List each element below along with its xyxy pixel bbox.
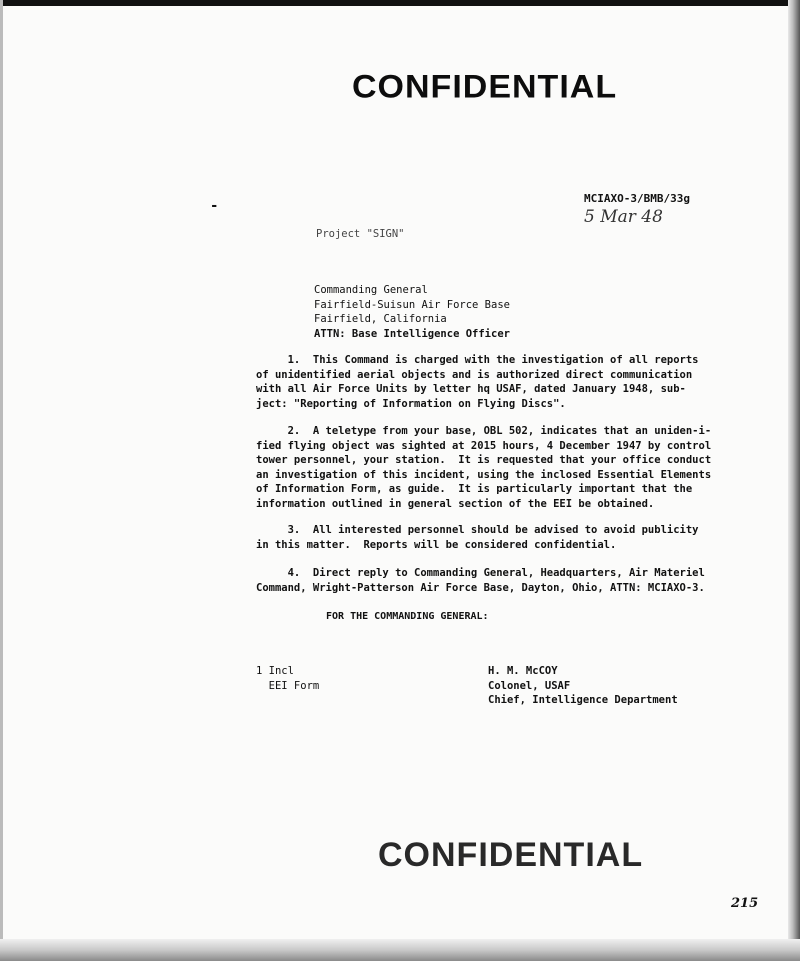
addressee-block	[314, 283, 510, 341]
confidential-stamp-bottom: CONFIDENTIAL	[378, 836, 644, 874]
addressee-line: Commanding General	[314, 284, 428, 296]
addressee-line: Fairfield, California	[314, 313, 447, 325]
enclosure-line: EEI Form	[256, 679, 320, 692]
page-number: 215	[731, 896, 759, 911]
addressee-line: ATTN: Base Intelligence Officer	[314, 327, 510, 340]
scan-edge-right	[788, 0, 800, 961]
signatory-name: H. M. McCOY	[488, 665, 558, 677]
addressee-line: Fairfield-Suisun Air Force Base	[314, 298, 510, 311]
paragraph-4: 4. Direct reply to Commanding General, Headquarters, Air Materiel Command, Wright-Patterson Air Force Base, Dayton, Ohio, ATTN: MCIAXO-3.	[256, 567, 705, 594]
confidential-stamp-top: CONFIDENTIAL	[352, 68, 618, 106]
paragraph-3: 3. All interested personnel should be advised to avoid publicity in this matter. Reports will be considered confidential.	[256, 524, 699, 551]
paragraph-2: 2. A teletype from your base, OBL 502, indicates that an uniden-i- fied flying object was sighted at 2015 hours, 4 December 1947 by control tower personnel, your station. It is requested that your office conduct an investigation of this incident, using the inclosed Essential Elements of Information Form, as guide. It is particularly important that the information outlined in general section of the EEI be obtained.	[256, 425, 712, 510]
subject-line: Project "SIGN"	[316, 228, 405, 240]
signatory-title: Chief, Intelligence Department	[488, 694, 678, 706]
signatory-rank: Colonel, USAF	[488, 679, 571, 692]
signatory-block	[488, 664, 678, 708]
scan-edge-top	[0, 0, 800, 6]
margin-mark: -	[210, 198, 219, 214]
signature-authority-line: FOR THE COMMANDING GENERAL:	[326, 611, 489, 622]
scan-edge-bottom	[0, 939, 800, 961]
scan-edge-left	[0, 0, 3, 961]
enclosure-line: 1 Incl	[256, 665, 294, 677]
handwritten-date: 5 Mar 48	[584, 207, 663, 227]
paragraph-1: 1. This Command is charged with the investigation of all reports of unidentified aerial objects and is authorized direct communication with all Air Force Units by letter hq USAF, dated January 1948, sub- ject: "Reporting of Information on Flying Discs".	[256, 354, 699, 410]
file-reference: MCIAXO-3/BMB/33g	[584, 192, 690, 205]
enclosure-block	[256, 664, 319, 693]
